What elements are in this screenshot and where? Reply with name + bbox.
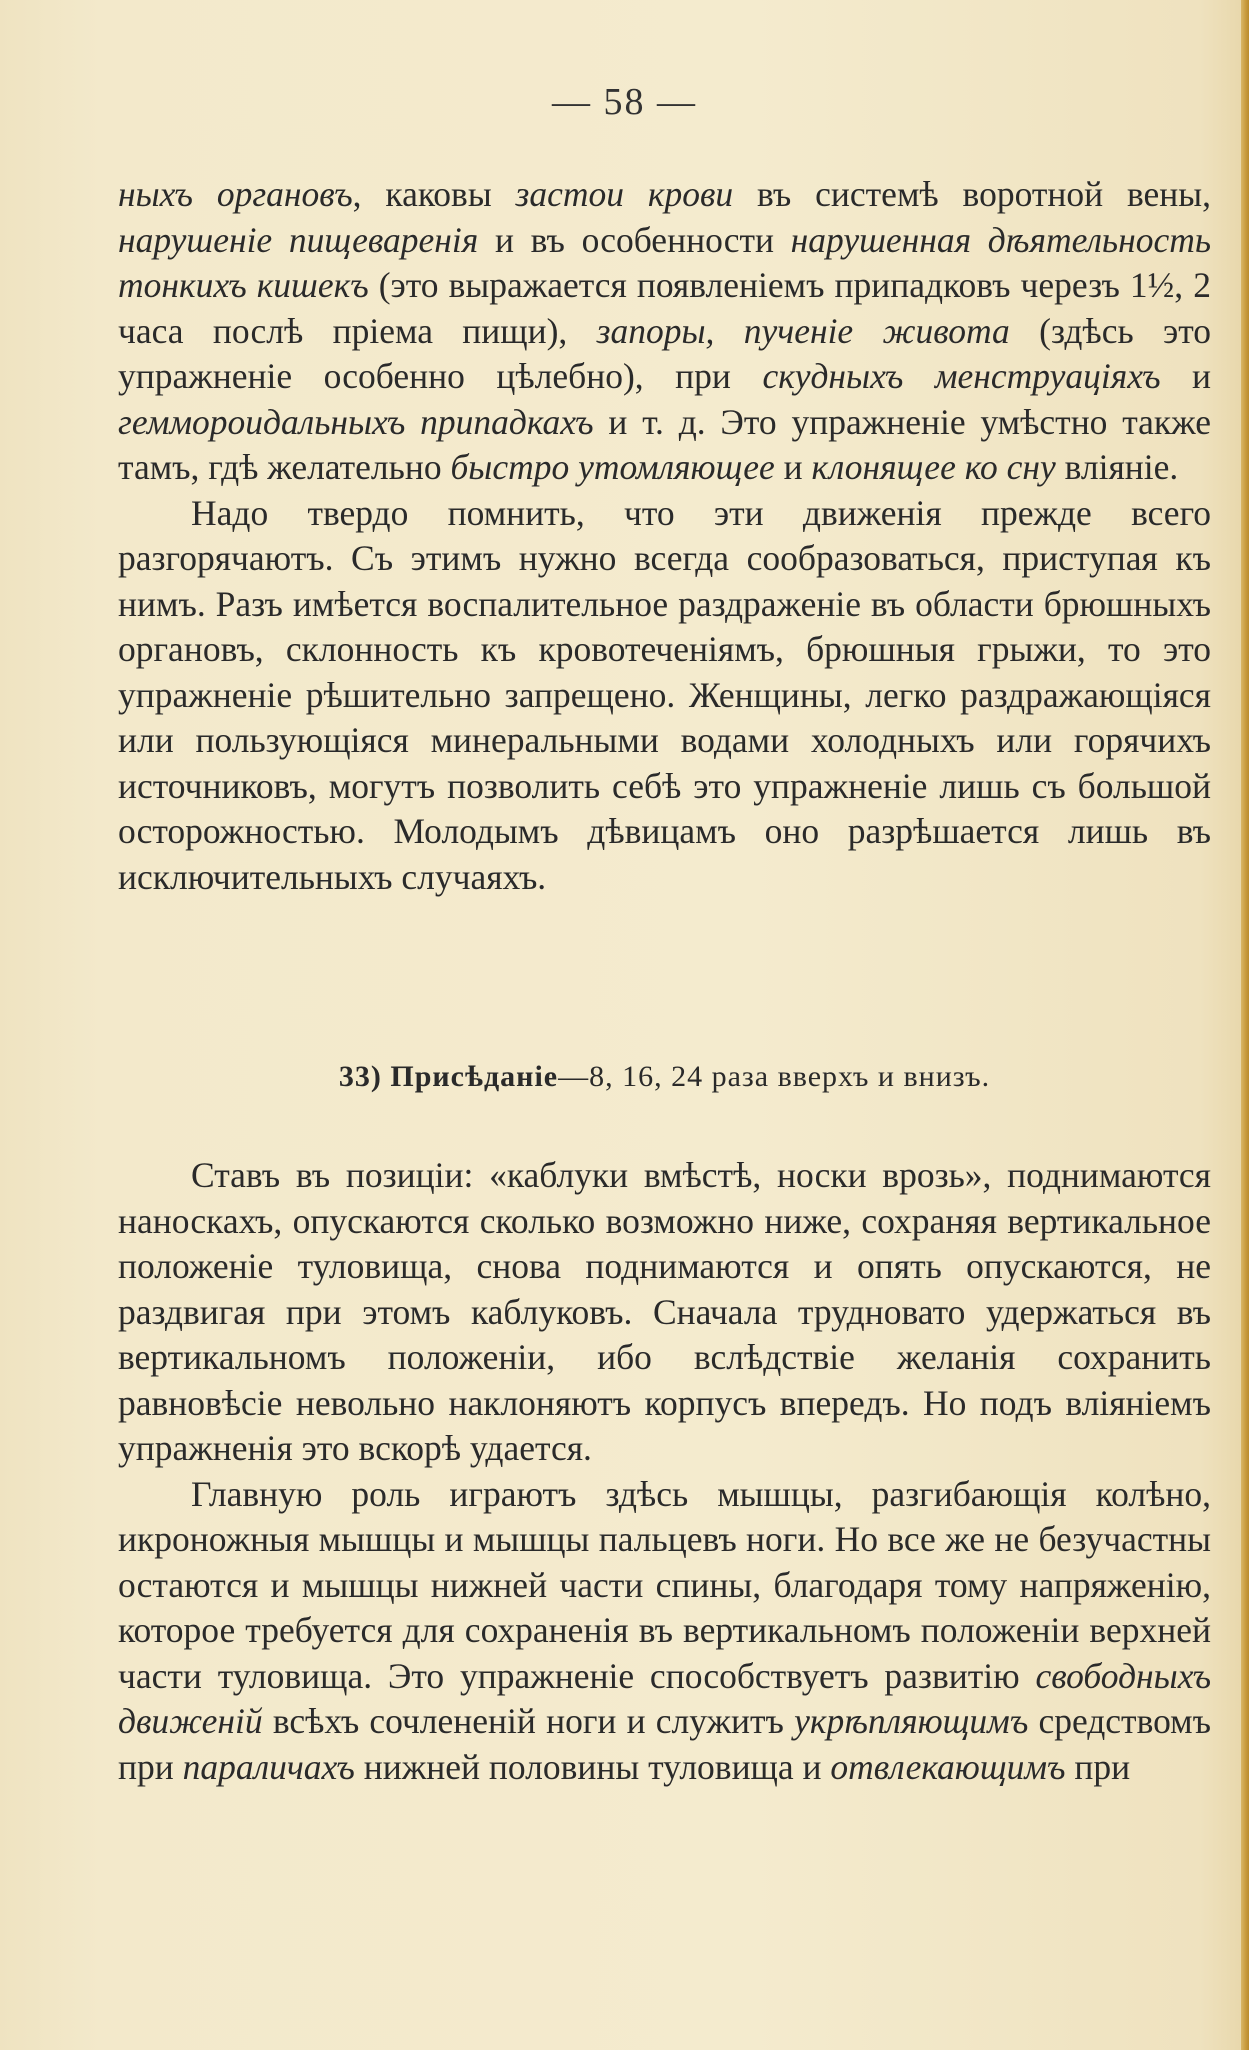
paragraph [118,491,1211,901]
italic-run: застои крови [515,174,734,214]
italic-run: свободныхъ движеній [118,1655,1211,1741]
text-run: Надо твердо помнить, что эти движенія прежде всего разгорячаютъ. Съ этимъ нужно всегда сообразоваться, приступая къ нимъ. Разъ имѣется воспалительное раздраженіе въ области брюшныхъ органовъ, склонность къ кровотеченіямъ, брюшныя грыжи, то это упражненіе рѣшительно запрещено. Женщины, легко раздражающіяся или пользующіяся минеральными водами холодныхъ или горячихъ источниковъ, могутъ позволить себѣ это упражненіе лишь съ большой осторожностью. Молодымъ дѣвицамъ оно разрѣшается лишь въ исключительныхъ случаяхъ. [118,492,1211,897]
text-run: (здѣсь это упражненіе особенно цѣлебно), при [118,310,1212,396]
text-run: Ставъ въ позиціи: «каблуки вмѣстѣ, носки врозь», поднимаются наноскахъ, опускаются сколько возможно ниже, сохраняя вертикальное положеніе туловища, снова поднимаются и опять опускаются, не раздвигая при этомъ каблуковъ. Сначала трудновато удержаться въ вертикальномъ положеніи, ибо вслѣдствіе желанія сохранить равновѣсіе невольно наклоняютъ корпусъ впередъ. Но подъ вліяніемъ упражненія это вскорѣ удается. [118,1155,1211,1468]
italic-run: нарушенная дѣятельность тонкихъ кишекъ [118,219,1211,305]
exercise-heading [118,1060,1211,1094]
text-run: всѣхъ сочлененій ноги и служитъ [262,1701,795,1741]
page-number: — 58 — [552,81,697,123]
text-run: при [1065,1746,1131,1787]
italic-run: запоры, пученіе живота [596,310,1010,351]
italic-run: нарушеніе пищеваренія [118,219,479,260]
page-edge [1241,0,1249,2050]
italic-run: быстро утомляющее [450,447,775,487]
paragraph [118,1472,1211,1791]
text-run: (это выражается появленіемъ припадковъ черезъ 1½, 2 часа послѣ пріема пищи), [118,265,1211,351]
text-section-1 [118,172,1211,900]
exercise-title: 33) Присѣданіе [338,1060,559,1093]
italic-run: отвлекающимъ [830,1746,1066,1787]
italic-run: параличахъ [182,1746,355,1787]
text-run: и [774,447,812,487]
text-run: вліяніе. [1055,447,1179,487]
italic-run: скудныхъ менструаціяхъ [762,356,1161,396]
text-run: Главную роль играютъ здѣсь мышцы, разгибающія колѣно, икроножныя мышцы и мышцы пальцевъ ноги. Но все же не безучастны остаются и мышцы нижней части спины, благодаря тому напряженію, которое требуется для сохраненія въ вертикальномъ положеніи верхней части туловища. Это упражненіе способствуетъ развитію [118,1473,1211,1696]
text-run: въ системѣ воротной вены, [733,174,1212,214]
text-run: и [1160,356,1212,396]
text-run: и въ особенности [478,219,791,260]
paragraph [118,1153,1211,1472]
text-run: и т. д. Это упражненіе умѣстно также тамъ, гдѣ желательно [118,401,1211,487]
text-run: , каковы [352,174,516,214]
italic-run: геммороидальныхъ припадкахъ [118,401,594,442]
text-run: средствомъ при [118,1701,1211,1787]
exercise-detail: —8, 16, 24 раза вверхъ и внизъ. [558,1060,991,1093]
text-run: нижней половины туловища и [354,1746,831,1787]
text-section-2 [118,1153,1211,1790]
italic-run: клонящее ко сну [811,447,1056,487]
italic-run: ныхъ органовъ [118,174,353,214]
paragraph [118,172,1211,491]
italic-run: укрѣпляющимъ [794,1701,1029,1741]
